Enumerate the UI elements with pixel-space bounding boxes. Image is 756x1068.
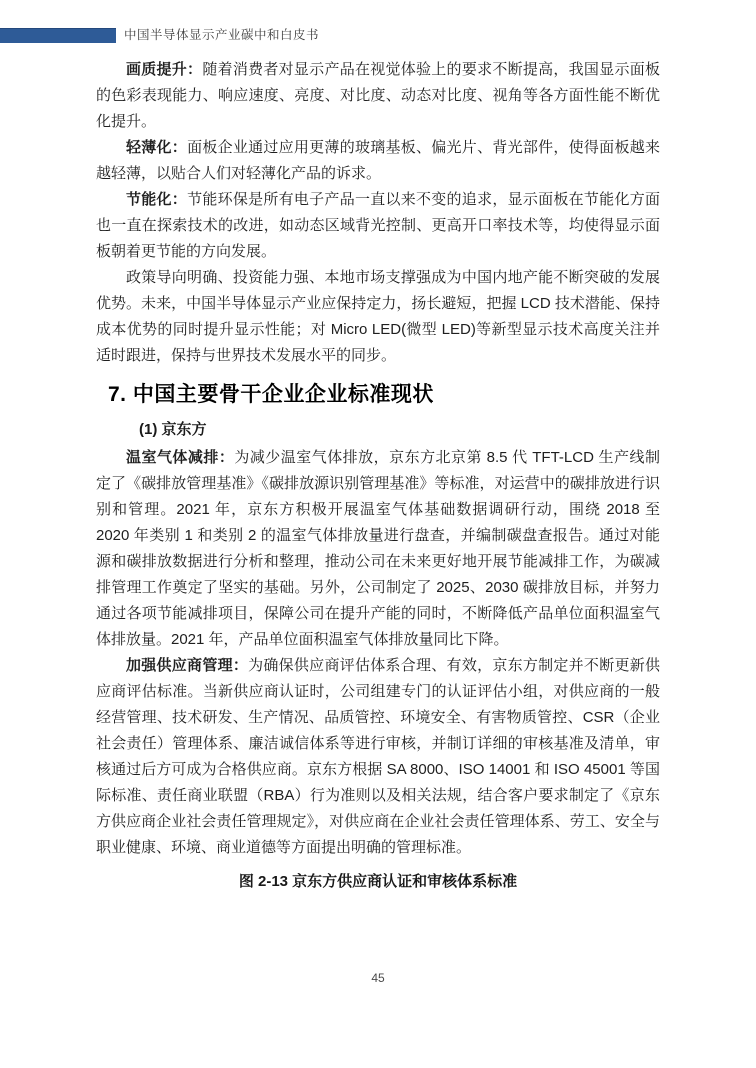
header-title: 中国半导体显示产业碳中和白皮书 <box>124 28 320 42</box>
header-accent-bar <box>0 28 116 43</box>
paragraph-lead: 节能化： <box>126 191 188 208</box>
paragraph-quality <box>96 57 660 135</box>
paragraph-lead: 画质提升： <box>126 61 203 78</box>
paragraph-supplier-management <box>96 653 660 861</box>
paragraph-text: 政策导向明确、投资能力强、本地市场支撑强成为中国内地产能不断突破的发展优势。未来，中国半导体显示产业应保持定力，扬长避短，把握 LCD 技术潜能、保持成本优势的同时提升显示性能；对 Micro LED(微型 LED)等新型显示技术高度关注并适时跟进，保持与世界技术发展水平的同步。 <box>96 269 660 364</box>
paragraph-lead: 温室气体减排： <box>126 449 235 466</box>
page-number: 45 <box>371 971 385 985</box>
paragraph-text: 为确保供应商评估体系合理、有效，京东方制定并不断更新供应商评估标准。当新供应商认证时，公司组建专门的认证评估小组，对供应商的一般经营管理、技术研发、生产情况、品质管控、环境安全、有害物质管控、CSR（企业社会责任）管理体系、廉洁诚信体系等进行审核，并制订详细的审核基准及清单，审核通过后方可成为合格供应商。京东方根据 SA 8000、ISO 14001 和 ISO 45001 等国际标准、责任商业联盟（RBA）行为准则以及相关法规，结合客户要求制定了《京东方供应商企业社会责任管理规定》，对供应商在企业社会责任管理体系、劳工、安全与职业健康、环境、商业道德等方面提出明确的管理标准。 <box>96 657 660 856</box>
paragraph-lead: 加强供应商管理： <box>126 657 249 674</box>
figure-caption: 图 2-13 京东方供应商认证和审核体系标准 <box>238 873 518 890</box>
subsection-heading-boe: (1) 京东方 <box>139 421 207 438</box>
section-heading: 7. 中国主要骨干企业企业标准现状 <box>108 383 434 406</box>
paragraph-ghg-reduction <box>96 445 660 653</box>
page-content <box>96 57 660 895</box>
paragraph-thinness <box>96 135 660 187</box>
paragraph-text: 节能环保是所有电子产品一直以来不变的追求，显示面板在节能化方面也一直在探索技术的改进，如动态区域背光控制、更高开口率技术等，均使得显示面板朝着更节能的方向发展。 <box>96 191 660 260</box>
paragraph-policy <box>96 265 660 369</box>
paragraph-lead: 轻薄化： <box>126 139 188 156</box>
paragraph-energy-saving <box>96 187 660 265</box>
paragraph-text: 面板企业通过应用更薄的玻璃基板、偏光片、背光部件，使得面板越来越轻薄，以贴合人们对轻薄化产品的诉求。 <box>96 139 660 182</box>
page-footer <box>0 969 756 987</box>
paragraph-text: 随着消费者对显示产品在视觉体验上的要求不断提高，我国显示面板的色彩表现能力、响应速度、亮度、对比度、动态对比度、视角等各方面性能不断优化提升。 <box>96 61 660 130</box>
paragraph-text: 为减少温室气体排放，京东方北京第 8.5 代 TFT-LCD 生产线制定了《碳排放管理基准》《碳排放源识别管理基准》等标准，对运营中的碳排放进行识别和管理。2021 年，京东方积极开展温室气体基础数据调研行动，围绕 2018 至 2020 年类别 1 和类别 2 的温室气体排放量进行盘查，并编制碳盘查报告。通过对能源和碳排放数据进行分析和整理，推动公司在未来更好地开展节能减排工作，为碳减排管理工作奠定了坚实的基础。另外，公司制定了 2025、2030 碳排放目标，并努力通过各项节能减排项目，保障公司在提升产能的同时，不断降低产品单位面积温室气体排放量。2021 年，产品单位面积温室气体排放量同比下降。 <box>96 449 660 648</box>
